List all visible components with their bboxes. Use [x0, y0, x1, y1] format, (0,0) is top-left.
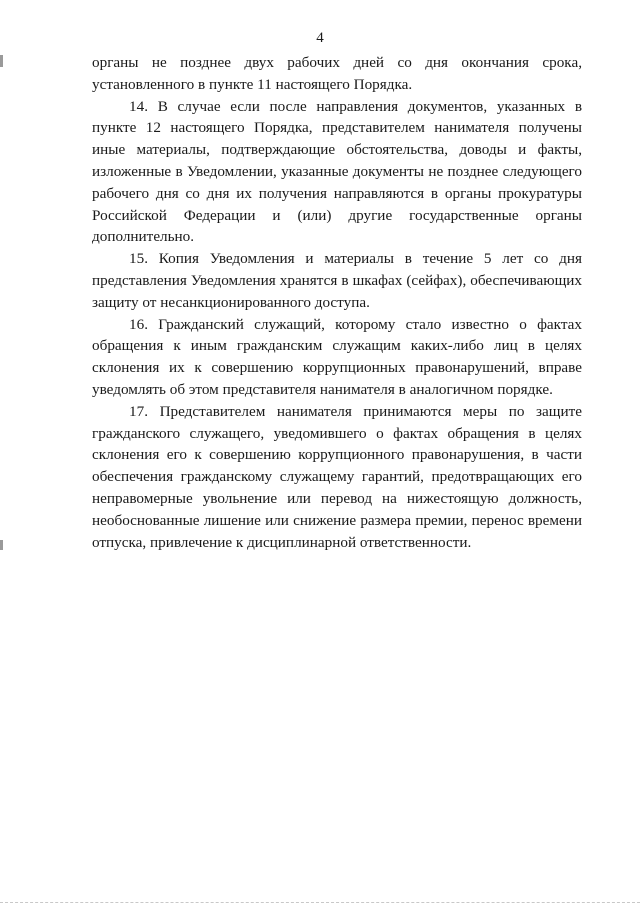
paragraph-16: 16. Гражданский служащий, которому стало известно о фактах обращения к иным гражданским служащим каких-либо лиц в целях склонения их к совершению коррупционных правонарушений, вправе уведомлять об этом представителя нанимателя в аналогичном порядке.: [92, 315, 582, 398]
paragraph-14: 14. В случае если после направления документов, указанных в пункте 12 настоящего Порядка, представителем нанимателя получены иные материалы, подтверждающие обстоятельства, доводы и факты, изложенные в Уведомлении, указанные документы не позднее следующего рабочего дня со дня их получения направляются в органы прокуратуры Российской Федерации и (или) другие государственные органы дополнительно.: [92, 97, 582, 246]
paragraph-15: 15. Копия Уведомления и материалы в течение 5 лет со дня представления Уведомления хранятся в шкафах (сейфах), обеспечивающих защиту от несанкционированного доступа.: [92, 250, 582, 311]
scan-bottom-edge: [0, 901, 640, 903]
page-number: 4: [316, 30, 324, 46]
document-body: [92, 52, 582, 553]
scan-edge-mark: [0, 55, 3, 67]
paragraph-continuation: органы не позднее двух рабочих дней со дня окончания срока, установленного в пункте 11 настоящего Порядка.: [92, 54, 582, 93]
paragraph-17: 17. Представителем нанимателя принимаются меры по защите гражданского служащего, уведомившего о фактах обращения в целях склонения его к совершению коррупционного правонарушения, в части обеспечения гражданскому служащему гарантий, предотвращающих его неправомерные увольнение или перевод на нижестоящую должность, необоснованные лишение или снижение размера премии, перенос времени отпуска, привлечение к дисциплинарной ответственности.: [92, 402, 582, 551]
scan-edge-mark: [0, 540, 3, 550]
